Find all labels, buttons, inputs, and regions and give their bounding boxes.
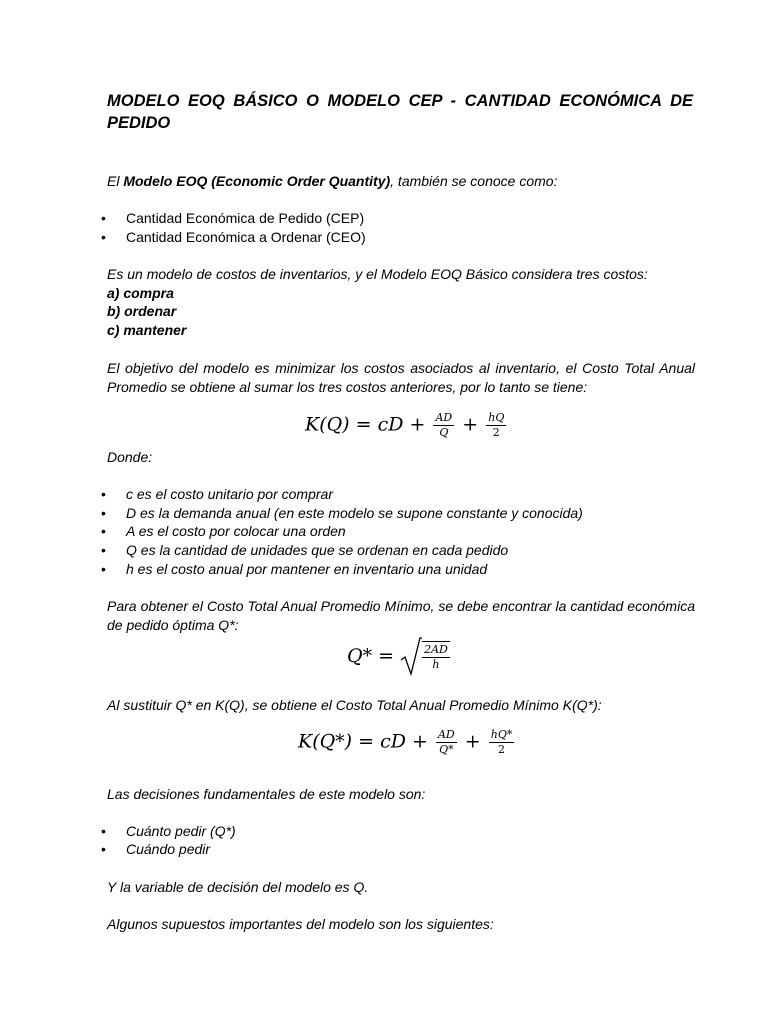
bullet-icon: • — [101, 823, 106, 839]
optimal-intro-line-2: de pedido óptima Q*: — [107, 617, 239, 633]
cost-item: b) ordenar — [107, 303, 177, 319]
intro-pre: El — [107, 173, 124, 189]
bullet-icon: • — [101, 561, 106, 577]
substitute-paragraph: Al sustituir Q* en K(Q), se obtiene el Costo Total Anual Promedio Mínimo K(Q*): — [107, 697, 602, 713]
variable-item: Q es la cantidad de unidades que se ordenan en cada pedido — [126, 542, 509, 558]
fraction-numerator: hQ* — [490, 728, 513, 741]
plus-sign: + — [456, 413, 485, 436]
cost-item: a) compra — [107, 285, 174, 301]
cost-item: c) mantener — [107, 322, 187, 338]
fraction — [489, 729, 515, 756]
decision-variable-paragraph: Y la variable de decisión del modelo es Q. — [107, 879, 369, 895]
objective-line-1: El objetivo del modelo es minimizar los costos asociados al inventario, el Costo Total Anual — [107, 360, 695, 376]
fraction — [486, 412, 506, 439]
costs-intro: Es un modelo de costos de inventarios, y el Modelo EOQ Básico considera tres costos: — [107, 266, 648, 282]
bullet-icon: • — [101, 210, 106, 226]
bullet-icon: • — [101, 523, 106, 539]
title-line-2: PEDIDO — [107, 114, 171, 132]
formula-lhs: K(Q) = cD + — [305, 413, 432, 436]
donde-label: Donde: — [107, 449, 153, 465]
objective-line-2: Promedio se obtiene al sumar los tres costos anteriores, por lo tanto se tiene: — [107, 379, 588, 395]
fraction-denominator: Q* — [439, 743, 454, 756]
fraction-denominator: Q — [439, 426, 449, 439]
optimal-quantity-formula — [347, 636, 452, 676]
fraction-denominator: 2 — [492, 426, 500, 439]
bullet-icon: • — [101, 486, 106, 502]
variable-item: h es el costo anual por mantener en inventario una unidad — [126, 561, 488, 577]
fraction-numerator: AD — [437, 728, 455, 741]
fraction-denominator: h — [432, 658, 440, 671]
sqrt-icon — [400, 636, 422, 676]
total-cost-formula — [305, 412, 508, 439]
decision-item: Cuándo pedir — [126, 841, 211, 857]
formula-lhs: K(Q*) = cD + — [298, 730, 434, 753]
intro-paragraph — [107, 172, 695, 191]
alias-item: Cantidad Económica a Ordenar (CEO) — [126, 229, 366, 245]
optimal-intro-line-1: Para obtener el Costo Total Anual Promedio Mínimo, se debe encontrar la cantidad económica — [107, 598, 695, 614]
formula-lhs: Q* = — [347, 645, 401, 667]
intro-post: , también se conoce como: — [390, 173, 558, 189]
variable-item: D es la demanda anual (en este modelo se supone constante y conocida) — [126, 505, 583, 521]
variable-item: A es el costo por colocar una orden — [126, 523, 346, 539]
fraction — [433, 412, 454, 439]
variable-item: c es el costo unitario por comprar — [126, 486, 333, 502]
bullet-icon: • — [101, 505, 106, 521]
bullet-icon: • — [101, 542, 106, 558]
title-line-1: MODELO EOQ BÁSICO O MODELO CEP - CANTIDAD ECONÓMICA DE — [107, 92, 693, 110]
alias-item: Cantidad Económica de Pedido (CEP) — [126, 210, 365, 226]
plus-sign: + — [458, 730, 487, 753]
fraction-numerator: 2AD — [424, 643, 448, 656]
fraction-numerator: hQ — [488, 411, 505, 424]
assumptions-intro: Algunos supuestos importantes del modelo son los siguientes: — [107, 916, 494, 932]
bullet-icon: • — [101, 841, 106, 857]
decision-item: Cuánto pedir (Q*) — [126, 823, 236, 839]
fraction — [422, 641, 450, 671]
decisions-intro: Las decisiones fundamentales de este modelo son: — [107, 786, 426, 802]
fraction-numerator: AD — [435, 411, 453, 424]
page-title — [107, 90, 693, 134]
minimum-cost-formula — [298, 729, 516, 756]
intro-bold: Modelo EOQ (Economic Order Quantity) — [123, 173, 391, 189]
bullet-icon: • — [101, 229, 106, 245]
fraction-denominator: 2 — [498, 743, 506, 756]
fraction — [436, 729, 457, 756]
